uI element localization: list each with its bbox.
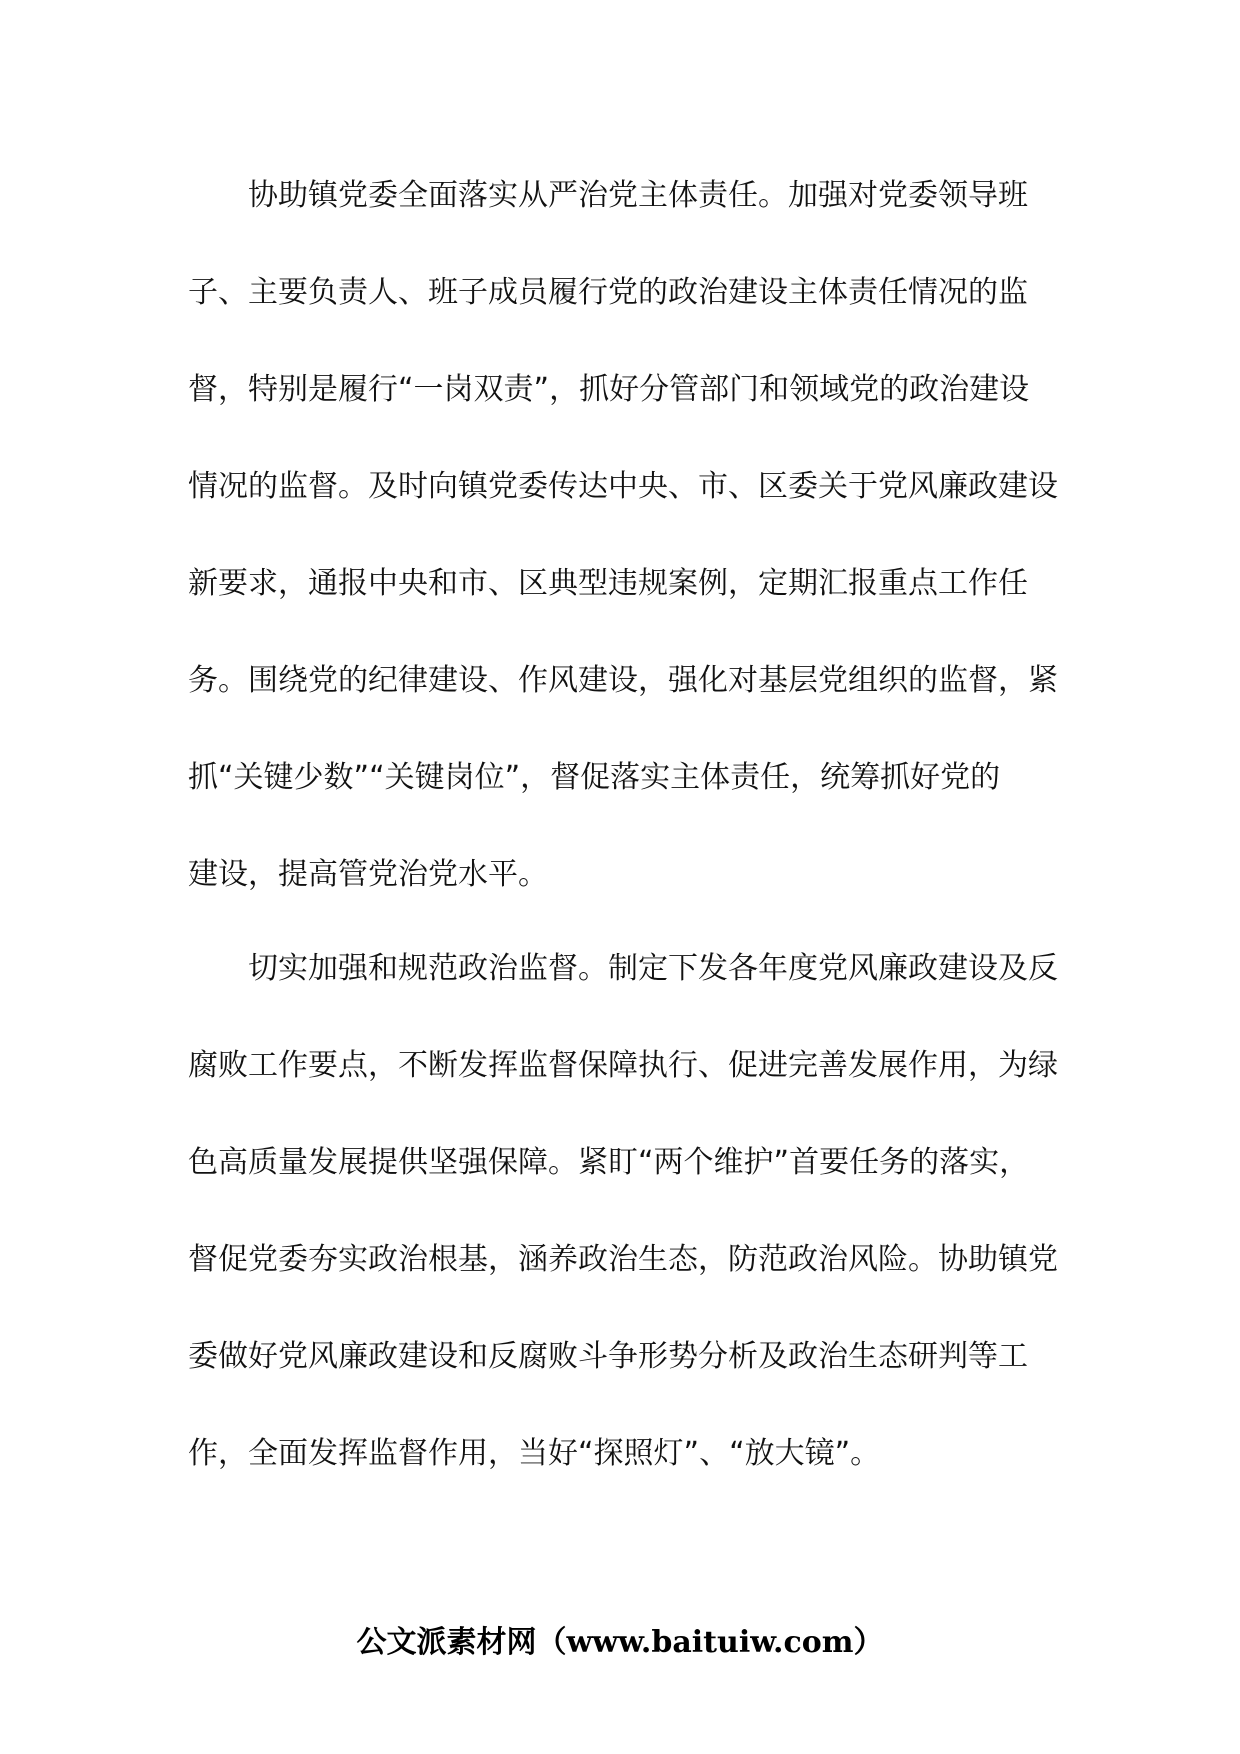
paragraph-line: 新要求，通报中央和市、区典型违规案例，定期汇报重点工作任 bbox=[188, 566, 1028, 601]
paragraph-line: 作，全面发挥监督作用，当好“探照灯”、“放大镜”。 bbox=[188, 1436, 881, 1471]
paragraph-line: 务。围绕党的纪律建设、作风建设，强化对基层党组织的监督，紧 bbox=[188, 663, 1058, 698]
paragraph-line: 腐败工作要点，不断发挥监督保障执行、促进完善发展作用，为绿 bbox=[188, 1048, 1058, 1083]
footer-watermark: 公文派素材网（www.baituiw.com） bbox=[356, 1625, 884, 1660]
paragraph-line: 督，特别是履行“一岗双责”，抓好分管部门和领域党的政治建设 bbox=[188, 372, 1030, 407]
paragraph-line: 督促党委夯实政治根基，涵养政治生态，防范政治风险。协助镇党 bbox=[188, 1242, 1058, 1277]
paragraph-line: 子、主要负责人、班子成员履行党的政治建设主体责任情况的监 bbox=[188, 275, 1028, 310]
paragraph-line: 协助镇党委全面落实从严治党主体责任。加强对党委领导班 bbox=[248, 178, 1028, 213]
paragraph-line: 建设，提高管党治党水平。 bbox=[188, 857, 548, 892]
paragraph-line: 切实加强和规范政治监督。制定下发各年度党风廉政建设及反 bbox=[248, 951, 1058, 986]
paragraph-line: 情况的监督。及时向镇党委传达中央、市、区委关于党风廉政建设 bbox=[188, 469, 1058, 504]
paragraph-line: 色高质量发展提供坚强保障。紧盯“两个维护”首要任务的落实， bbox=[188, 1145, 1030, 1180]
paragraph-line: 抓“关键少数”“关键岗位”，督促落实主体责任，统筹抓好党的 bbox=[188, 760, 1001, 795]
paragraph-line: 委做好党风廉政建设和反腐败斗争形势分析及政治生态研判等工 bbox=[188, 1339, 1028, 1374]
